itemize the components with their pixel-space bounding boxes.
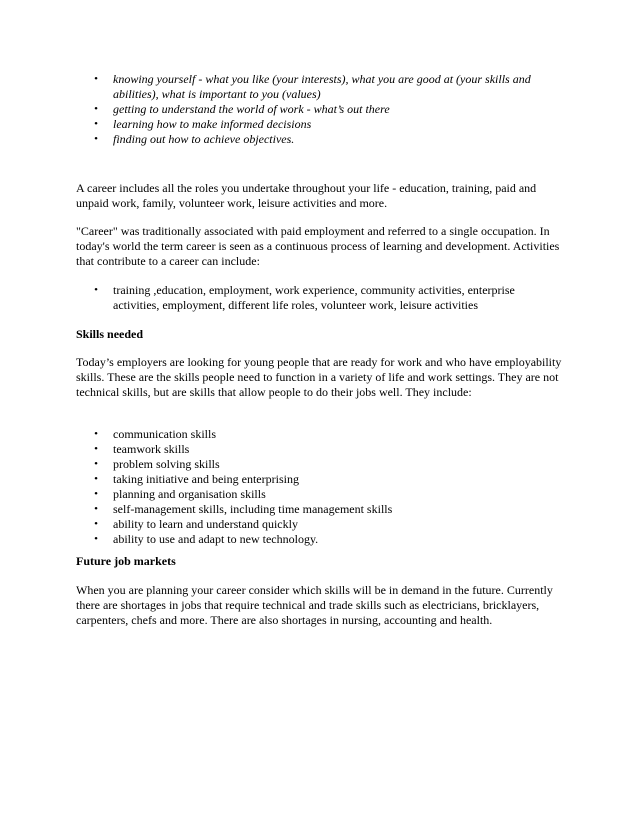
bullet-icon: •	[94, 458, 98, 470]
list-item: • taking initiative and being enterprising	[0, 472, 638, 487]
bullet-icon: •	[94, 428, 98, 440]
list-item: • learning how to make informed decisions	[0, 117, 638, 132]
bullet-icon: •	[94, 118, 98, 130]
bullet-icon: •	[94, 133, 98, 145]
skills-paragraph: Today’s employers are looking for young people that are ready for work and who have employability skills. These are the skills people need to function in a variety of life and work settings. They are not technical skills, but are skills that allow people to do their jobs well. They include:	[76, 355, 562, 399]
career-definition-paragraph: "Career" was traditionally associated with paid employment and referred to a single occupation. In today's world the term career is seen as a continuous process of learning and development. Activities that contribute to a career can include:	[76, 224, 560, 268]
list-item: • self-management skills, including time management skills	[0, 502, 638, 517]
list-item: • ability to use and adapt to new technology.	[0, 532, 638, 547]
bullet-icon: •	[94, 488, 98, 500]
bullet-icon: •	[94, 533, 98, 545]
future-job-markets-paragraph: When you are planning your career consider which skills will be in demand in the future. Currently there are shortages in jobs that require technical and trade skills such as electricians, bricklayers, carpenters, chefs and more. There are also shortages in nursing, accounting and health.	[76, 583, 553, 627]
list-item: • ability to learn and understand quickly	[0, 517, 638, 532]
bullet-icon: •	[94, 503, 98, 515]
list-item: • planning and organisation skills	[0, 487, 638, 502]
list-item: • finding out how to achieve objectives.	[0, 132, 638, 147]
list-item: • teamwork skills	[0, 442, 638, 457]
activities-bullet-list	[0, 283, 638, 313]
bullet-icon: •	[94, 473, 98, 485]
bullet-icon: •	[94, 443, 98, 455]
career-roles-paragraph: A career includes all the roles you undertake throughout your life - education, training, paid and unpaid work, family, volunteer work, leisure activities and more.	[76, 181, 537, 210]
bullet-icon: •	[94, 518, 98, 530]
list-item: • getting to understand the world of work - what’s out there	[0, 102, 638, 117]
future-job-markets-heading: Future job markets	[76, 554, 176, 568]
list-item: • knowing yourself - what you like (your interests), what you are good at (your skills and abilities), what is important to you (values)	[0, 72, 638, 102]
bullet-icon: •	[94, 103, 98, 115]
bullet-icon: •	[94, 73, 98, 85]
list-item: • communication skills	[0, 427, 638, 442]
intro-bullet-list	[0, 72, 638, 147]
skills-heading: Skills needed	[76, 327, 144, 341]
bullet-icon: •	[94, 284, 98, 296]
skills-bullet-list	[0, 427, 638, 547]
list-item: • training ,education, employment, work experience, community activities, enterprise activities, employment, different life roles, volunteer work, leisure activities	[0, 283, 638, 313]
list-item: • problem solving skills	[0, 457, 638, 472]
